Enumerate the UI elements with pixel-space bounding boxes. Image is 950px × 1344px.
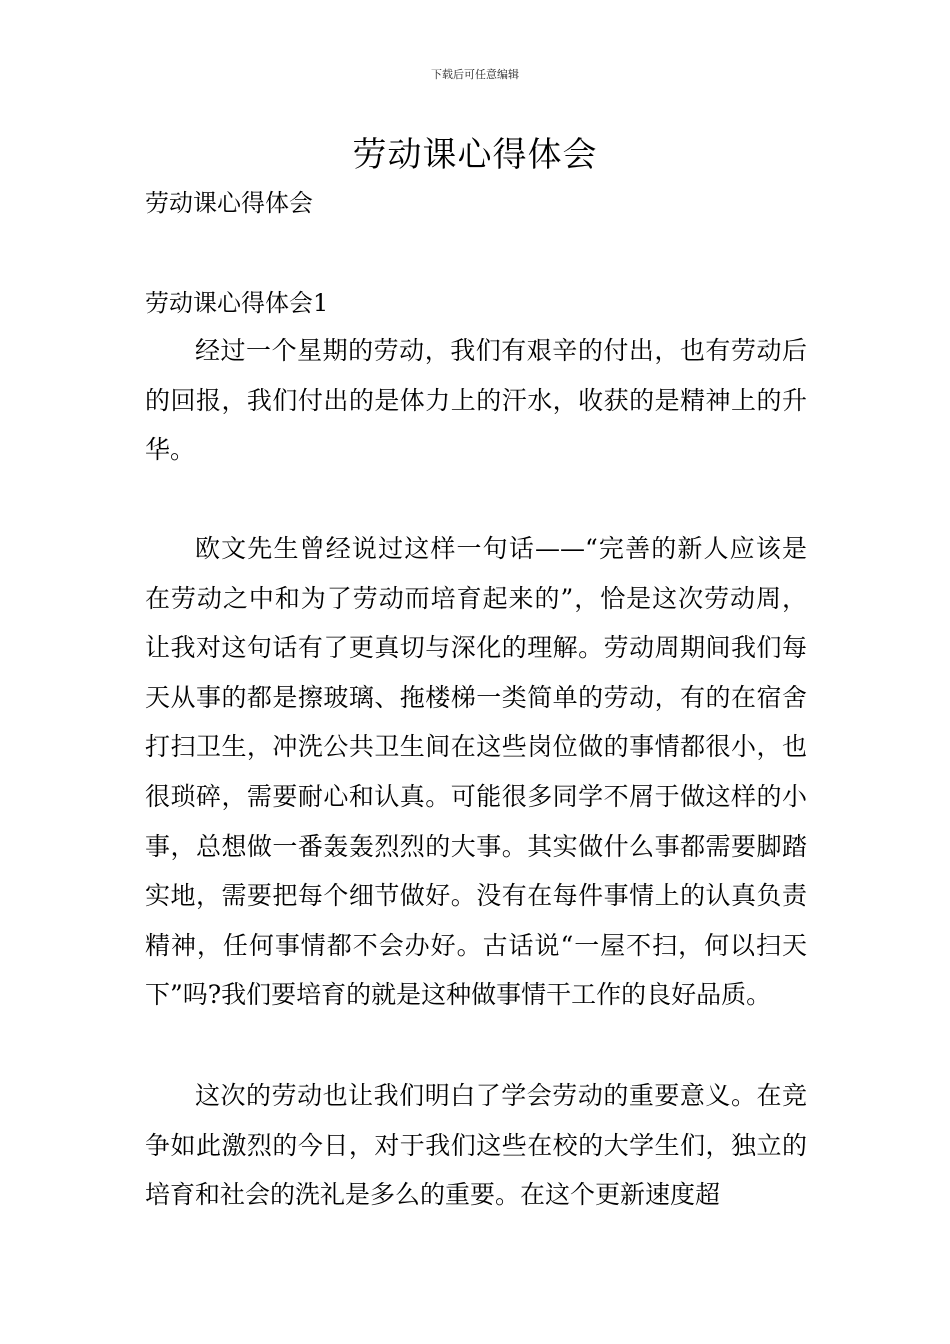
document-subtitle: 劳动课心得体会: [145, 189, 313, 217]
paragraph-2: 欧文先生曾经说过这样一句话——“完善的新人应该是在劳动之中和为了劳动而培育起来的”，恰是这次劳动周，让我对这句话有了更真切与深化的理解。劳动周期间我们每天从事的都是擦玻璃、拖楼梯一类简单的劳动，有的在宿舍打扫卫生，冲洗公共卫生间在这些岗位做的事情都很小，也很琐碎，需要耐心和认真。可能很多同学不屑于做这样的小事，总想做一番轰轰烈烈的大事。其实做什么事都需要脚踏实地，需要把每个细节做好。没有在每件事情上的认真负责精神，任何事情都不会办好。古话说“一屋不扫，何以扫天下”吗?我们要培育的就是这种做事情干工作的良好品质。: [145, 534, 807, 1010]
section-heading: 劳动课心得体会1: [145, 289, 329, 317]
paragraph-3: 这次的劳动也让我们明白了学会劳动的重要意义。在竞争如此激烈的今日，对于我们这些在校的大学生们，独立的培育和社会的洗礼是多么的重要。在这个更新速度超: [145, 1081, 807, 1210]
paragraph-1: 经过一个星期的劳动，我们有艰辛的付出，也有劳动后的回报，我们付出的是体力上的汗水，收获的是精神上的升华。: [145, 336, 807, 465]
header-note: 下载后可任意编辑: [431, 68, 519, 81]
document-title: 劳动课心得体会: [352, 135, 598, 175]
